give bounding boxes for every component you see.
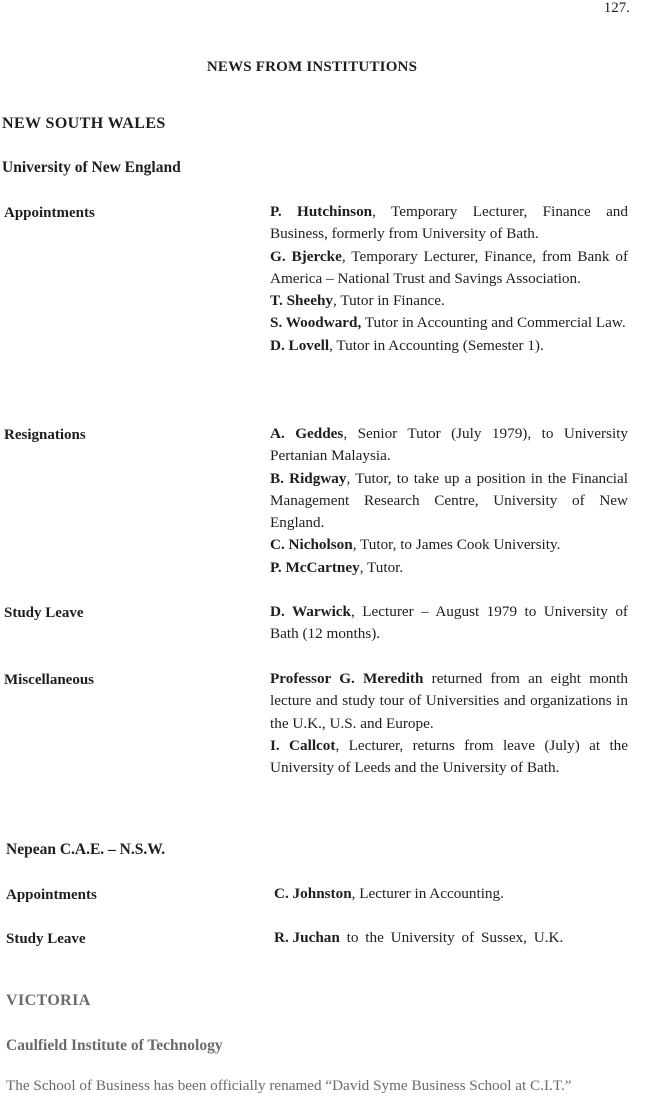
person-name: A. Geddes <box>270 425 344 442</box>
nepean-appointments-list <box>274 883 632 905</box>
category-label-nepean-study-leave: Study Leave <box>6 931 86 947</box>
entry-detail: , Temporary Lecturer, Finance and Business, formerly from University of Bath. <box>270 203 628 243</box>
institution-heading-nepean: Nepean C.A.E. – N.S.W. <box>6 841 166 858</box>
person-name: D. Lovell <box>270 336 330 354</box>
caulfield-notice: The School of Business has been officially renamed “David Syme Business School at C.I.T.” <box>6 1077 572 1094</box>
resignations-list <box>270 423 628 579</box>
appointment-entry <box>270 335 628 357</box>
appointment-entry <box>270 246 628 291</box>
resignation-entry <box>270 534 628 556</box>
appointments-list <box>270 201 628 357</box>
study-leave-entry <box>274 927 632 949</box>
entry-detail: , Senior Tutor (July 1979), to University Pertanian Malaysia. <box>270 425 628 465</box>
page-title: NEWS FROM INSTITUTIONS <box>206 59 418 75</box>
miscellaneous-list <box>270 668 628 779</box>
entry-detail: , Lecturer in Accounting. <box>351 885 504 902</box>
page-number: 127. <box>603 0 630 16</box>
appointment-entry <box>270 290 628 312</box>
entry-detail: , Tutor, to take up a position in the Financial Management Research Centre, University of New England. <box>270 469 628 532</box>
category-label-miscellaneous: Miscellaneous <box>4 672 94 688</box>
person-name: R. Juchan <box>274 929 340 946</box>
person-name: T. Sheehy <box>270 292 334 310</box>
region-heading-victoria: VICTORIA <box>6 992 91 1009</box>
person-name: S. Woodward, <box>270 314 362 332</box>
appointment-entry <box>274 883 632 905</box>
person-name: C. Nicholson <box>270 536 353 554</box>
entry-detail: , Tutor in Finance. <box>333 292 445 310</box>
miscellaneous-entry <box>270 668 628 735</box>
resignation-entry <box>270 557 628 579</box>
institution-heading-caulfield: Caulfield Institute of Technology <box>6 1037 223 1054</box>
study-leave-list <box>270 601 628 646</box>
person-name: D. Warwick <box>270 603 351 620</box>
category-label-nepean-appointments: Appointments <box>6 887 97 903</box>
category-label-study-leave: Study Leave <box>4 605 84 621</box>
entry-detail: , Lecturer, returns from leave (July) at the University of Leeds and the University of Bath. <box>270 736 628 777</box>
person-name: Professor G. Meredith <box>270 670 424 687</box>
appointment-entry <box>270 201 628 246</box>
resignation-entry <box>270 423 628 468</box>
appointment-entry <box>270 312 628 334</box>
person-name: I. Callcot <box>270 736 336 754</box>
category-label-appointments: Appointments <box>4 205 95 221</box>
category-label-resignations: Resignations <box>4 427 86 443</box>
nepean-study-leave-list <box>274 927 632 949</box>
person-name: P. McCartney <box>270 558 360 576</box>
miscellaneous-entry <box>270 735 628 780</box>
person-name: G. Bjercke <box>270 247 342 265</box>
institution-heading-une: University of New England <box>2 159 181 176</box>
entry-detail: returned from an eight month lecture and study tour of Universities and organizations in the U.K., U.S. and Europe. <box>270 670 628 732</box>
person-name: C. Johnston <box>274 885 352 902</box>
entry-detail: , Temporary Lecturer, Finance, from Bank of America – National Trust and Savings Association. <box>270 247 629 287</box>
resignation-entry <box>270 468 628 535</box>
entry-detail: Tutor in Accounting and Commercial Law. <box>361 314 626 332</box>
entry-detail: to the University of Sussex, U.K. <box>339 929 564 946</box>
entry-detail: , Tutor. <box>359 558 404 576</box>
person-name: B. Ridgway <box>270 469 347 487</box>
entry-detail: , Tutor in Accounting (Semester 1). <box>329 336 544 354</box>
entry-detail: , Tutor, to James Cook University. <box>352 536 561 554</box>
study-leave-entry <box>270 601 628 646</box>
region-heading-nsw: NEW SOUTH WALES <box>2 115 166 132</box>
entry-detail: , Lecturer – August 1979 to University of Bath (12 months). <box>270 603 628 643</box>
person-name: P. Hutchinson <box>270 203 373 220</box>
